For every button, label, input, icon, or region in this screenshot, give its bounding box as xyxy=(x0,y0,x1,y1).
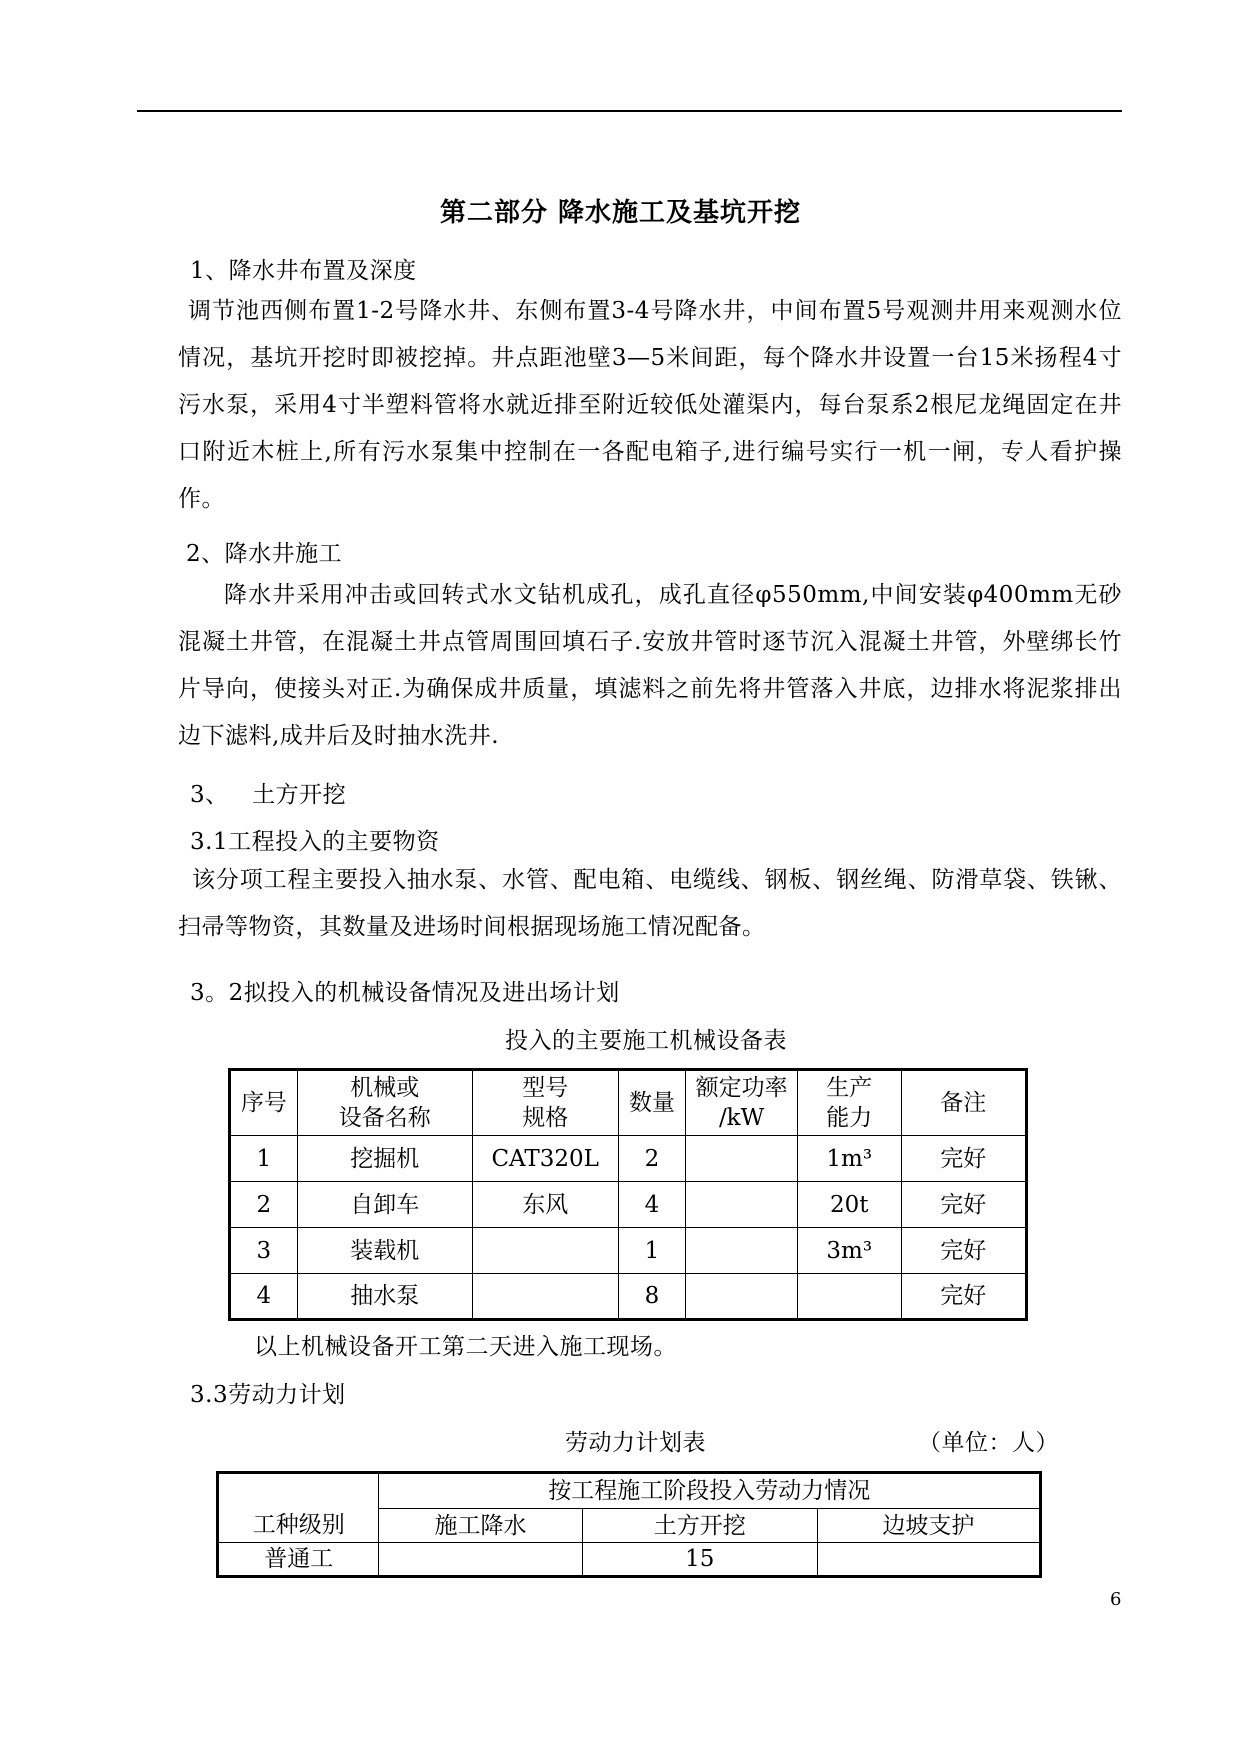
cell-no: 4 xyxy=(230,1274,298,1320)
cell-qty: 1 xyxy=(618,1228,686,1274)
cell-model xyxy=(472,1274,618,1320)
stage-header-cell: 边坡支护 xyxy=(817,1509,1040,1543)
header-cell: 备注 xyxy=(901,1070,1026,1136)
cell-capacity xyxy=(797,1274,901,1320)
table-row xyxy=(230,1182,1027,1228)
cell-name: 装载机 xyxy=(297,1228,472,1274)
header-cell: 生产 能力 xyxy=(797,1070,901,1136)
section-2-body: 降水井采用冲击或回转式水文钻机成孔，成孔直径φ550mm,中间安装φ400mm无砂混凝土井管，在混凝土井点管周围回填石子.安放井管时逐节沉入混凝土井管，外壁绑长竹片导向，使接头对正.为确保成井质量，填滤料之前先将井管落入井底，边排水将泥浆排出边下滤料,成井后及时抽水洗井. xyxy=(178,582,1122,749)
labor-table-caption: 劳动力计划表 xyxy=(565,1430,706,1456)
cell-no: 1 xyxy=(230,1136,298,1182)
section-1-heading: 1、降水井布置及深度 xyxy=(190,258,417,284)
section-3-1-heading: 3.1工程投入的主要物资 xyxy=(190,829,440,855)
cell-value: 15 xyxy=(582,1543,817,1577)
equipment-table-caption: 投入的主要施工机械设备表 xyxy=(505,1028,787,1054)
cell-qty: 8 xyxy=(618,1274,686,1320)
cell-no: 2 xyxy=(230,1182,298,1228)
cell-qty: 2 xyxy=(618,1136,686,1182)
section-3-3-heading: 3.3劳动力计划 xyxy=(190,1382,346,1408)
labor-table-group-row xyxy=(218,1473,1041,1509)
section-3-1-body: 该分项工程主要投入抽水泵、水管、配电箱、电缆线、钢板、钢丝绳、防滑草袋、铁锹、扫帚等物资，其数量及进场时间根据现场施工情况配备。 xyxy=(178,867,1122,940)
cell-capacity: 1m³ xyxy=(797,1136,901,1182)
section-2-heading: 2、降水井施工 xyxy=(186,541,343,567)
cell-remark: 完好 xyxy=(901,1228,1026,1274)
cell-name: 自卸车 xyxy=(297,1182,472,1228)
cell-capacity: 20t xyxy=(797,1182,901,1228)
page-title: 第二部分 降水施工及基坑开挖 xyxy=(439,198,802,228)
header-cell: 序号 xyxy=(230,1070,298,1136)
cell-model: 东风 xyxy=(472,1182,618,1228)
cell-remark: 完好 xyxy=(901,1136,1026,1182)
cell-capacity: 3m³ xyxy=(797,1228,901,1274)
header-cell: 额定功率 /kW xyxy=(686,1070,798,1136)
header-cell: 数量 xyxy=(618,1070,686,1136)
stage-header-cell: 施工降水 xyxy=(379,1509,582,1543)
page-number: 6 xyxy=(1110,1589,1122,1610)
labor-table xyxy=(216,1471,1042,1578)
cell-remark: 完好 xyxy=(901,1182,1026,1228)
equipment-table xyxy=(228,1068,1028,1321)
cell-power xyxy=(686,1182,798,1228)
labor-table-unit: （单位：人） xyxy=(918,1430,1059,1456)
cell-name: 抽水泵 xyxy=(297,1274,472,1320)
section-3-heading: 3、 土方开挖 xyxy=(190,782,347,808)
column-group-cell: 按工程施工阶段投入劳动力情况 xyxy=(379,1473,1041,1509)
row-header-cell: 工种级别 xyxy=(218,1473,379,1543)
cell-name: 挖掘机 xyxy=(297,1136,472,1182)
cell-power xyxy=(686,1136,798,1182)
stage-header-cell: 土方开挖 xyxy=(582,1509,817,1543)
cell-value xyxy=(379,1543,582,1577)
cell-power xyxy=(686,1274,798,1320)
cell-power xyxy=(686,1228,798,1274)
header-cell: 机械或 设备名称 xyxy=(297,1070,472,1136)
cell-qty: 4 xyxy=(618,1182,686,1228)
cell-remark: 完好 xyxy=(901,1274,1026,1320)
table-row xyxy=(230,1228,1027,1274)
cell-model xyxy=(472,1228,618,1274)
section-1-body: 调节池西侧布置1-2号降水井、东侧布置3-4号降水井，中间布置5号观测井用来观测水位情况，基坑开挖时即被挖掉。井点距池壁3—5米间距，每个降水井设置一台15米扬程4寸污水泵，采用4寸半塑料管将水就近排至附近较低处灌渠内，每台泵系2根尼龙绳固定在井口附近木桩上,所有污水泵集中控制在一各配电箱子,进行编号实行一机一闸，专人看护操作。 xyxy=(178,298,1122,512)
section-3-2-heading: 3。2拟投入的机械设备情况及进出场计划 xyxy=(190,980,620,1006)
equipment-table-note: 以上机械设备开工第二天进入施工现场。 xyxy=(254,1334,677,1360)
cell-worker-type: 普通工 xyxy=(218,1543,379,1577)
cell-value xyxy=(817,1543,1040,1577)
header-rule xyxy=(137,110,1122,112)
equipment-table-header-row xyxy=(230,1070,1027,1136)
table-row xyxy=(230,1274,1027,1320)
table-row xyxy=(218,1543,1041,1577)
cell-no: 3 xyxy=(230,1228,298,1274)
cell-model: CAT320L xyxy=(472,1136,618,1182)
header-cell: 型号 规格 xyxy=(472,1070,618,1136)
table-row xyxy=(230,1136,1027,1182)
